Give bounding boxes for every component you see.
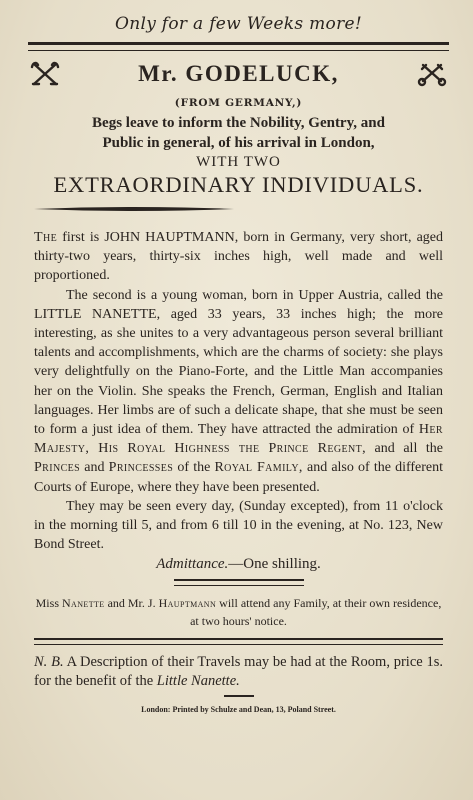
royal-family-text: Royal Family, — [214, 460, 303, 476]
intro-line-2: Public in general, of his arrival in London, — [102, 135, 375, 151]
admittance-label: Admittance. — [156, 556, 229, 573]
printer-imprint: London: Printed by Schulze and Dean, 13, Poland Street. — [141, 705, 336, 715]
swell-rule — [34, 206, 234, 212]
paragraph-text: and also of the different Courts of Europe, where they have been presented. — [34, 460, 444, 495]
princes-text: Princes — [34, 460, 81, 476]
with-two-line: WITH TWO — [196, 154, 281, 170]
royal-names: Her Majesty, His Royal Highness the Prince Regent, — [34, 422, 443, 457]
notice-text: will attend any Family, at their own residence, at two hours' notice. — [190, 596, 442, 629]
princesses-text: Princesses — [108, 460, 174, 476]
nb-text: A Description of their Travels may be had at the Room, price 1s. for the benefit of the — [34, 654, 444, 690]
notice-text: Miss — [35, 596, 62, 611]
notice-name: Nanette — [61, 596, 105, 611]
tiny-rule — [224, 695, 254, 697]
paragraph-text: and — [80, 460, 109, 476]
short-rule — [174, 579, 304, 586]
intro-line-1: Begs leave to inform the Nobility, Gentry, and — [92, 115, 385, 131]
nb-label: N. B. — [34, 654, 64, 671]
admittance-price: —One shilling. — [228, 556, 321, 573]
double-rule — [28, 42, 449, 51]
paragraph-text: first is JOHN HAUPTMANN, born in Germany, very short, aged thirty-two years, thirty-six inches high, well made and well proportioned. — [34, 230, 443, 284]
paragraph-hours: They may be seen every day, (Sunday excepted), from 11 o'clock in the morning till 5, and from 6 till 10 in the evening, at No. 123, New Bond Street. — [34, 498, 443, 553]
crossed-keys-icon — [417, 61, 447, 87]
page-title: Mr. GODELUCK, — [138, 61, 339, 86]
title-row — [30, 61, 447, 87]
paragraph-nanette — [34, 286, 443, 497]
admittance-line — [34, 556, 443, 573]
nb-note — [34, 653, 443, 691]
paragraph-hauptmann — [34, 228, 443, 286]
paragraph-text: The second is a young woman, born in Upper Austria, called the LITTLE NANETTE, aged 33 years, 33 inches high; the more interesting, as she unites to a very advantageous person several brilliant talents and accomplishments, which are the charms of society: she plays very delightfully on the Piano-Forte, and the Little Man accompanies her on the Violin. She speaks the French, German, English and Italian languages. Her limbs are of such a delicate shape, that she must be seen to form a just idea of them. They have attracted the admiration of — [34, 287, 443, 438]
top-announcement: Only for a few Weeks more! — [114, 14, 363, 34]
body-text — [34, 228, 443, 554]
paragraph-text: and all the — [366, 441, 443, 457]
crossed-tongs-icon — [30, 61, 60, 87]
headline: EXTRAORDINARY INDIVIDUALS. — [53, 172, 424, 197]
private-attendance-notice — [34, 594, 443, 630]
long-rule — [34, 638, 443, 645]
dropcap-word: The — [34, 230, 58, 245]
paragraph-text: of the — [173, 460, 215, 476]
notice-text: and Mr. J. — [104, 596, 159, 611]
origin-subtitle: (FROM GERMANY,) — [174, 97, 303, 109]
notice-name: Hauptmann — [158, 596, 217, 611]
nb-italic: Little Nanette. — [156, 673, 240, 690]
